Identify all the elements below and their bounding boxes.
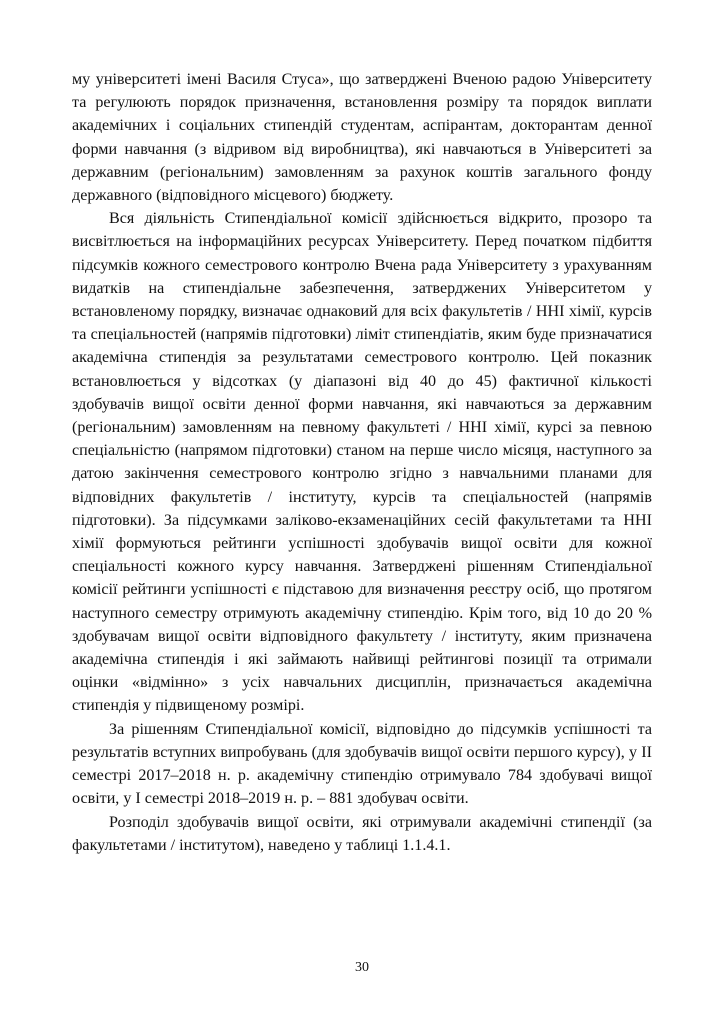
paragraph-commission-activity: Вся діяльність Стипендіальної комісії здійснюється відкрито, прозоро та висвітлюється на інформаційних ресурсах Університету. Перед початком підбиття підсумків кожного семестрового контролю Вчена рада Університету з урахуванням видатків на стипендіальне забезпечення, затверджених Університетом у встановленому порядку, визначає однаковий для всіх факультетів / ННІ хімії, курсів та спеціальностей (напрямів підготовки) ліміт стипендіатів, яким буде призначатися академічна стипендія за результатами семестрового контролю. Цей показник встановлюється у відсотках (у діапазоні від 40 до 45) фактичної кількості здобувачів вищої освіти денної форми навчання, які навчаються за державним (регіональним) замовленням на певному факультеті / ННІ хімії, курсі за певною спеціальністю (напрямом підготовки) станом на перше число місяця, наступного за датою закінчення семестрового контролю згідно з навчальними планами для відповідних факультетів / інституту, курсів та спеціальностей (напрямів підготовки). За підсумками заліково-екзаменаційних сесій факультетами та ННІ хімії формуються рейтинги успішності здобувачів вищої освіти для кожної спеціальності кожного курсу навчання. Затверджені рішенням Стипендіальної комісії рейтинги успішності є підставою для визначення реєстру осіб, що протягом наступного семестру отримують академічну стипендію. Крім того, від 10 до 20 % здобувачам вищої освіти відповідного факультету / інституту, яким призначена академічна стипендія і які займають найвищі рейтингові позиції та отримали оцінки «відмінно» з усіх навчальних дисциплін, призначається академічна стипендія у підвищеному розмірі. bbox=[72, 210, 652, 715]
paragraph-commission-decision: За рішенням Стипендіальної комісії, відповідно до підсумків успішності та результатів вступних випробувань (для здобувачів вищої освіти першого курсу), у ІІ семестрі 2017–2018 н. р. академічну стипендію отримувало 784 здобувачі вищої освіти, у І семестрі 2018–2019 н. р. – 881 здобувач освіти. bbox=[72, 720, 652, 808]
body-text bbox=[72, 68, 652, 857]
page-number: 30 bbox=[355, 960, 369, 975]
paragraph-continuation: му університеті імені Василя Стуса», що затверджені Вченою радою Університету та регулюють порядок призначення, встановлення розміру та порядок виплати академічних і соціальних стипендій студентам, аспірантам, докторантам денної форми навчання (з відривом від виробництва), які навчаються в Університеті за державним (регіональним) замовленням за рахунок коштів загального фонду державного (відповідного місцевого) бюджету. bbox=[72, 71, 652, 205]
paragraph-table-reference: Розподіл здобувачів вищої освіти, які отримували академічні стипендії (за факультетами / інститутом), наведено у таблиці 1.1.4.1. bbox=[72, 813, 652, 854]
